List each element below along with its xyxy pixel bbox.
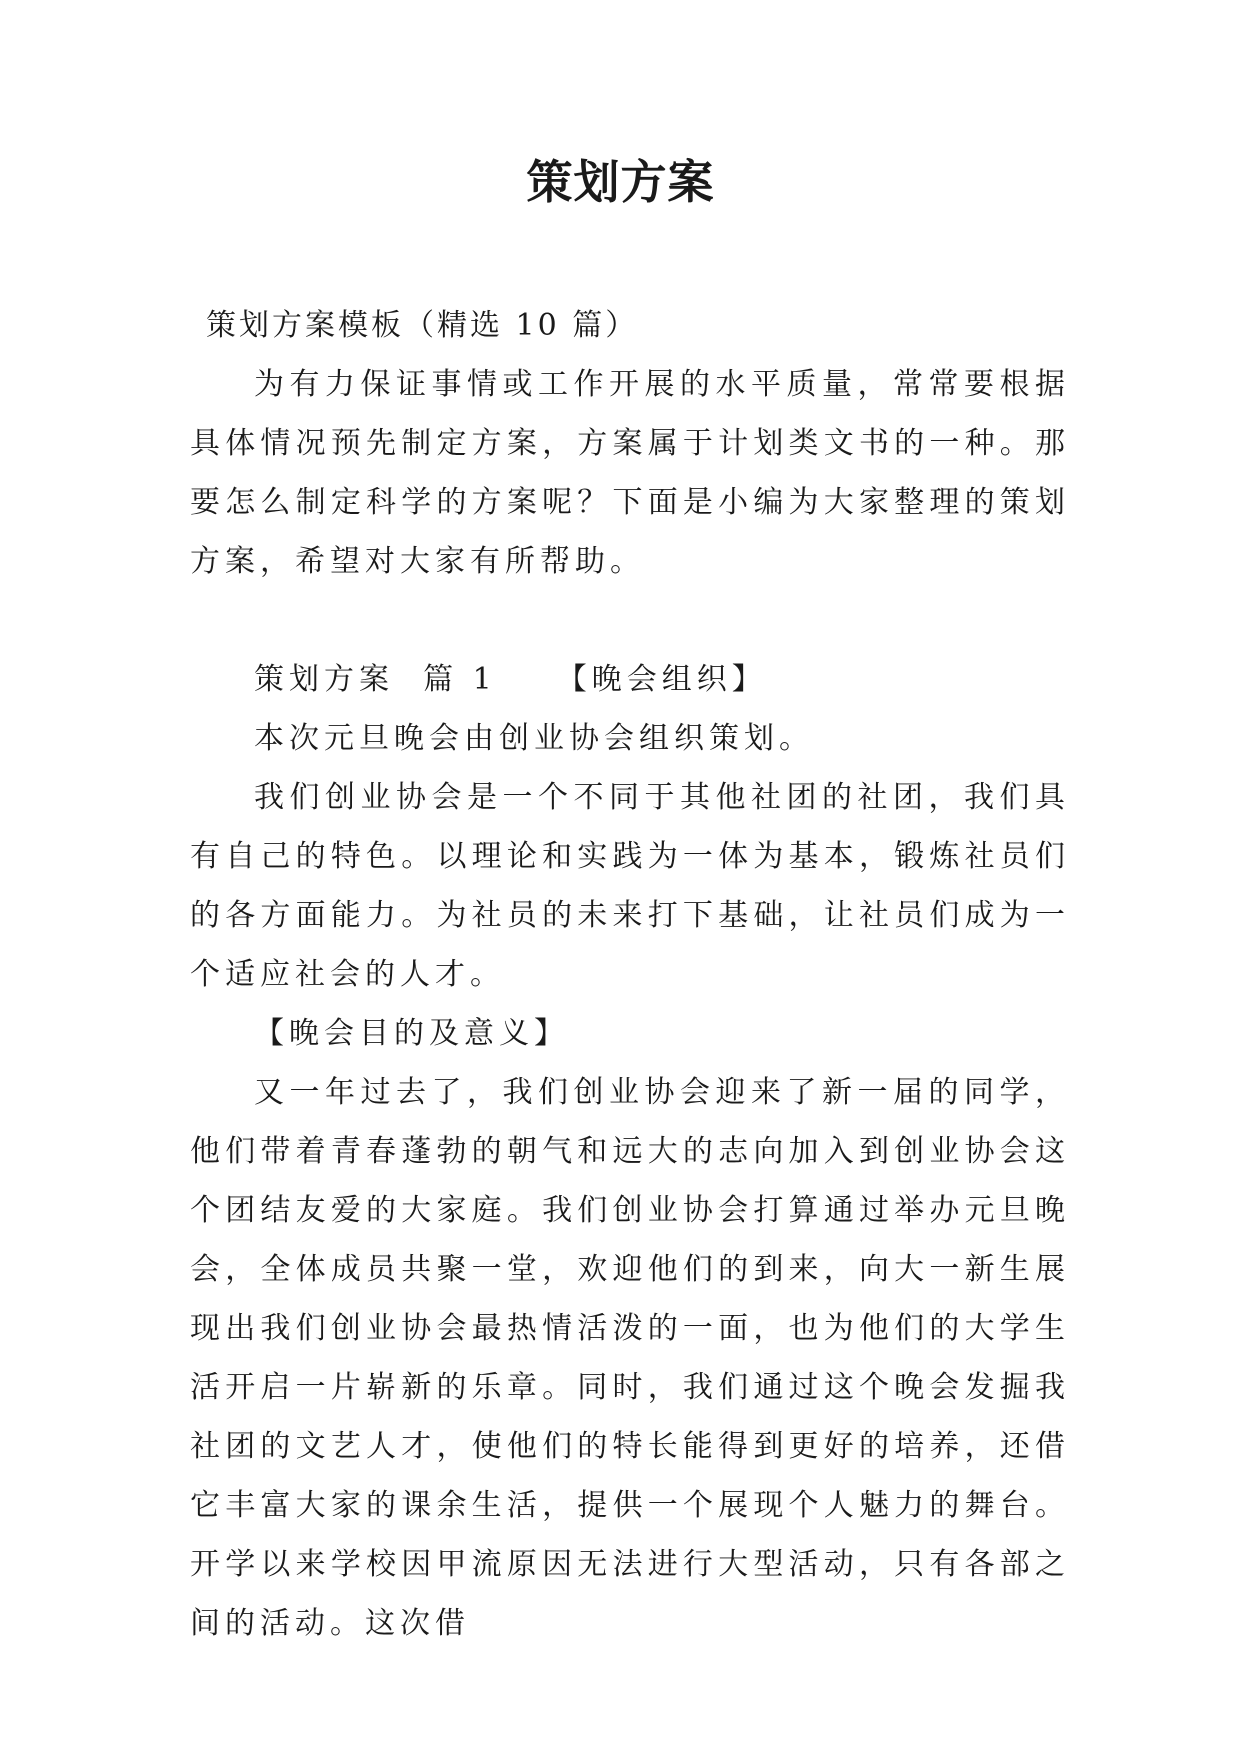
section-label: 策划方案 篇 1: [254, 662, 497, 697]
section-paragraph-3: 又一年过去了，我们创业协会迎来了新一届的同学，他们带着青春蓬勃的朝气和远大的志向加入到创业协会这个团结友爱的大家庭。我们创业协会打算通过举办元旦晚会，全体成员共聚一堂，欢迎他们的到来，向大一新生展现出我们创业协会最热情活泼的一面，也为他们的大学生活开启一片崭新的乐章。同时，我们通过这个晚会发掘我社团的文艺人才，使他们的特长能得到更好的培养，还借它丰富大家的课余生活，提供一个展现个人魅力的舞台。开学以来学校因甲流原因无法进行大型活动，只有各部之间的活动。这次借: [190, 1075, 1070, 1641]
section-paragraph-1: 本次元旦晚会由创业协会组织策划。: [254, 721, 814, 756]
section-heading-line: [190, 650, 1070, 709]
paragraph-spacer: [190, 591, 1070, 650]
document-body: [190, 296, 1070, 1653]
document-subtitle: 策划方案模板（精选 10 篇）: [206, 308, 639, 343]
section-paragraph-2: 我们创业协会是一个不同于其他社团的社团，我们具有自己的特色。以理论和实践为一体为基本，锻炼社员们的各方面能力。为社员的未来打下基础，让社员们成为一个适应社会的人才。: [190, 780, 1070, 992]
intro-paragraph: 为有力保证事情或工作开展的水平质量，常常要根据具体情况预先制定方案，方案属于计划类文书的一种。那要怎么制定科学的方案呢？下面是小编为大家整理的策划方案，希望对大家有所帮助。: [190, 367, 1070, 579]
document-title: 策划方案: [526, 155, 715, 209]
section-heading: 【晚会组织】: [556, 662, 767, 697]
section-subheading: 【晚会目的及意义】: [254, 1016, 569, 1051]
